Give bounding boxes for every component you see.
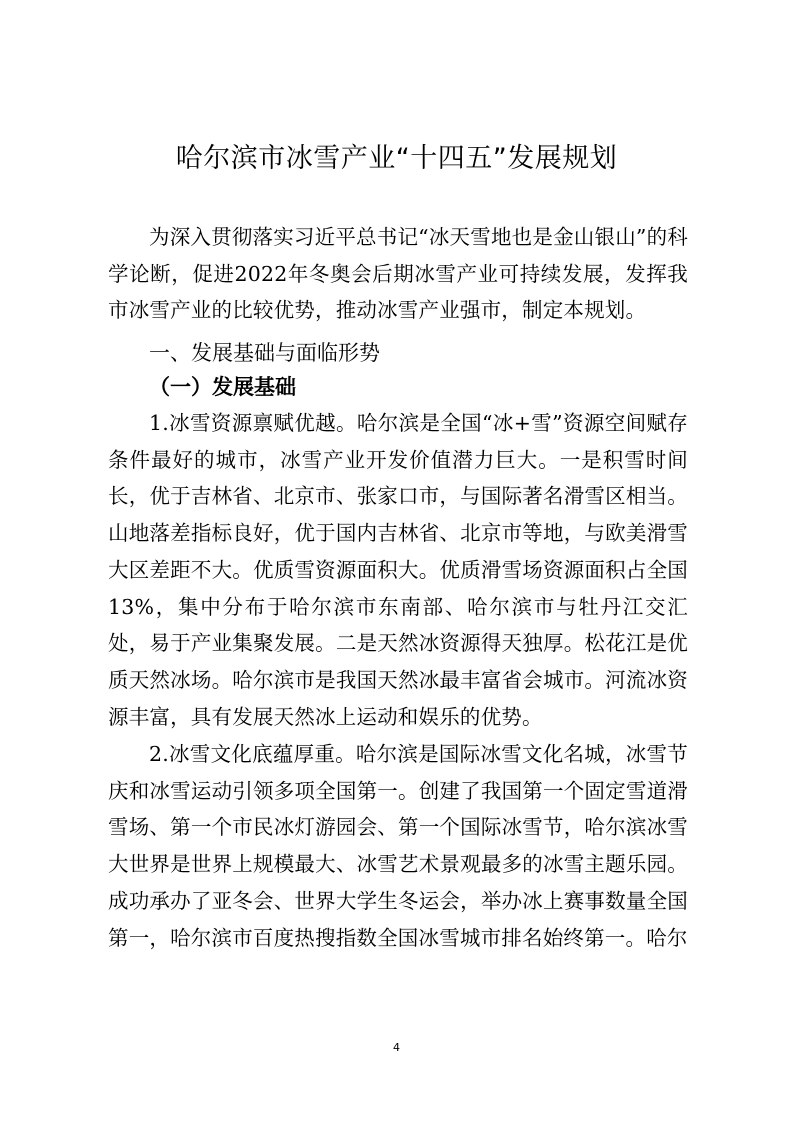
intro-paragraph: 为深入贯彻落实习近平总书记“冰天雪地也是金山银山”的科学论断，促进2022年冬奥会后期冰雪产业可持续发展，发挥我市冰雪产业的比较优势，推动冰雪产业强市，制定本规划。 [108,225,688,323]
page-number: 4 [393,1041,400,1054]
subsection-heading: （一）发展基础 [149,374,296,399]
paragraph-resources: 1.冰雪资源禀赋优越。哈尔滨是全国“冰+雪”资源空间赋存条件最好的城市，冰雪产业开发价值潜力巨大。一是积雪时间长，优于吉林省、北京市、张家口市，与国际著名滑雪区相当。山地落差指标良好，优于国内吉林省、北京市等地，与欧美滑雪大区差距不大。优质雪资源面积大。优质滑雪场资源面积占全国13%，集中分布于哈尔滨市东南部、哈尔滨市与牡丹江交汇处，易于产业集聚发展。二是天然冰资源得天独厚。松花江是优质天然冰场。哈尔滨市是我国天然冰最丰富省会城市。河流冰资源丰富，具有发展天然冰上运动和娱乐的优势。 [108,411,688,729]
section-heading: 一、发展基础与面临形势 [149,341,380,365]
paragraph-culture: 2.冰雪文化底蕴厚重。哈尔滨是国际冰雪文化名城，冰雪节庆和冰雪运动引领多项全国第一。创建了我国第一个固定雪道滑雪场、第一个市民冰灯游园会、第一个国际冰雪节，哈尔滨冰雪大世界是世界上规模最大、冰雪艺术景观最多的冰雪主题乐园。成功承办了亚冬会、世界大学生冬运会，举办冰上赛事数量全国第一，哈尔滨市百度热搜指数全国冰雪城市排名始终第一。哈尔 [108,742,688,950]
document-title: 哈尔滨市冰雪产业“十四五”发展规划 [175,143,618,174]
